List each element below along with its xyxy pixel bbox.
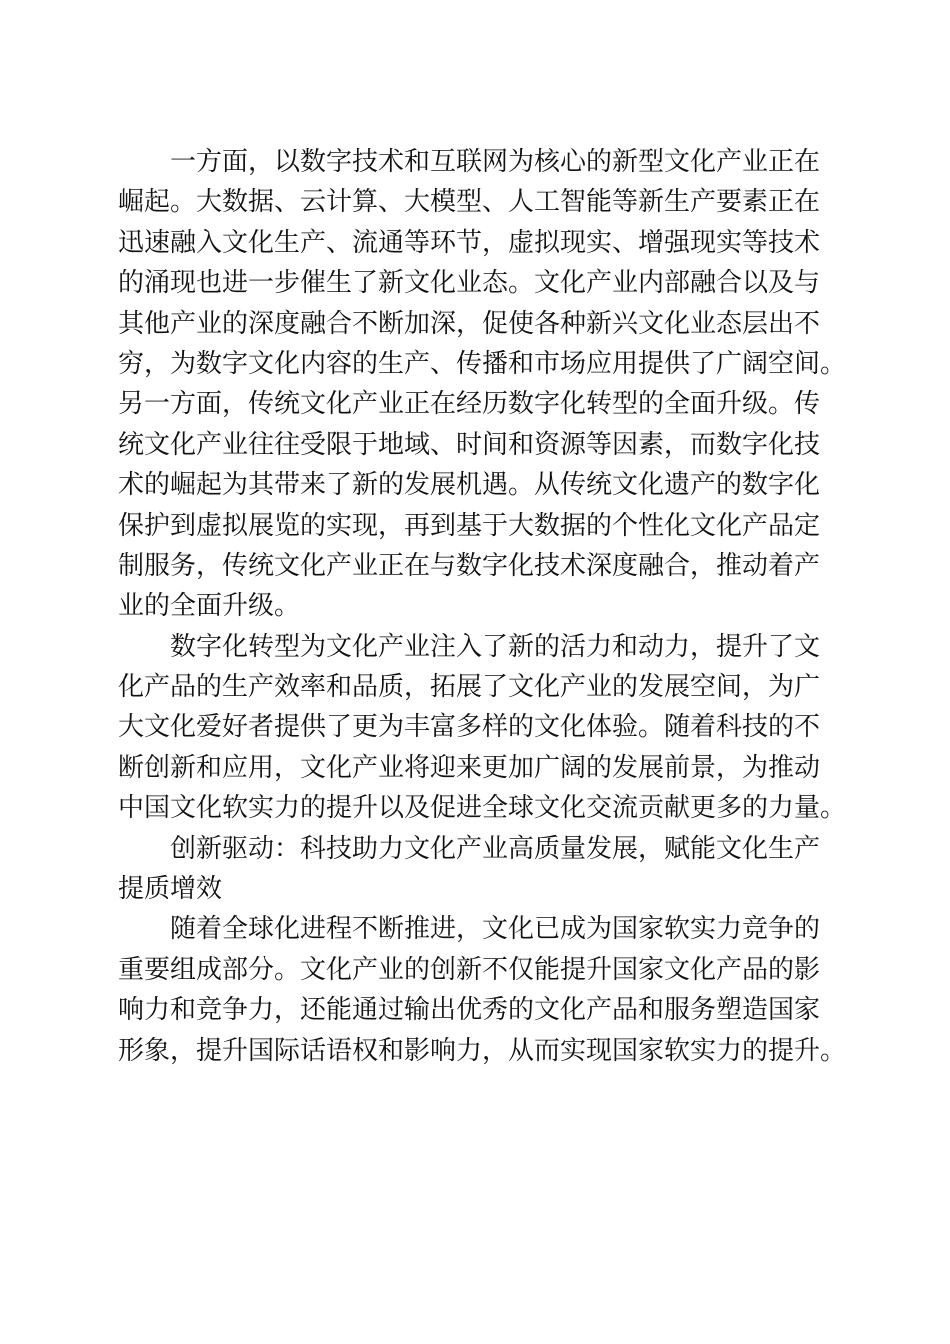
text-line: 其他产业的深度融合不断加深，促使各种新兴文化业态层出不 xyxy=(118,308,821,339)
text-line: 提质增效 xyxy=(118,874,223,905)
text-line: 迅速融入文化生产、流通等环节，虚拟现实、增强现实等技术 xyxy=(118,227,821,258)
text-line: 创新驱动：科技助力文化产业高质量发展，赋能文化生产 xyxy=(170,833,821,864)
text-line: 业的全面升级。 xyxy=(118,591,301,622)
text-line: 崛起。大数据、云计算、大模型、人工智能等新生产要素正在 xyxy=(118,187,821,218)
text-line: 制服务，传统文化产业正在与数字化技术深度融合，推动着产 xyxy=(118,550,821,581)
text-line: 随着全球化进程不断推进，文化已成为国家软实力竞争的 xyxy=(170,914,821,945)
text-line: 另一方面，传统文化产业正在经历数字化转型的全面升级。传 xyxy=(118,389,821,420)
text-line: 数字化转型为文化产业注入了新的活力和动力，提升了文 xyxy=(170,631,821,662)
text-line: 统文化产业往往受限于地域、时间和资源等因素，而数字化技 xyxy=(118,429,821,460)
text-line: 保护到虚拟展览的实现，再到基于大数据的个性化文化产品定 xyxy=(118,510,821,541)
text-line: 化产品的生产效率和品质，拓展了文化产业的发展空间，为广 xyxy=(118,672,821,703)
text-line: 中国文化软实力的提升以及促进全球文化交流贡献更多的力量。 xyxy=(118,793,847,824)
text-line: 形象，提升国际话语权和影响力，从而实现国家软实力的提升。 xyxy=(118,1035,847,1066)
text-line: 穷，为数字文化内容的生产、传播和市场应用提供了广阔空间。 xyxy=(118,348,847,379)
text-line: 术的崛起为其带来了新的发展机遇。从传统文化遗产的数字化 xyxy=(118,470,821,501)
document-body xyxy=(118,142,847,1071)
text-line: 重要组成部分。文化产业的创新不仅能提升国家文化产品的影 xyxy=(118,954,821,985)
text-line: 的涌现也进一步催生了新文化业态。文化产业内部融合以及与 xyxy=(118,268,821,299)
text-line: 响力和竞争力，还能通过输出优秀的文化产品和服务塑造国家 xyxy=(118,995,821,1026)
text-line: 一方面，以数字技术和互联网为核心的新型文化产业正在 xyxy=(170,147,821,177)
text-line: 断创新和应用，文化产业将迎来更加广阔的发展前景，为推动 xyxy=(118,752,821,783)
text-line: 大文化爱好者提供了更为丰富多样的文化体验。随着科技的不 xyxy=(118,712,821,743)
